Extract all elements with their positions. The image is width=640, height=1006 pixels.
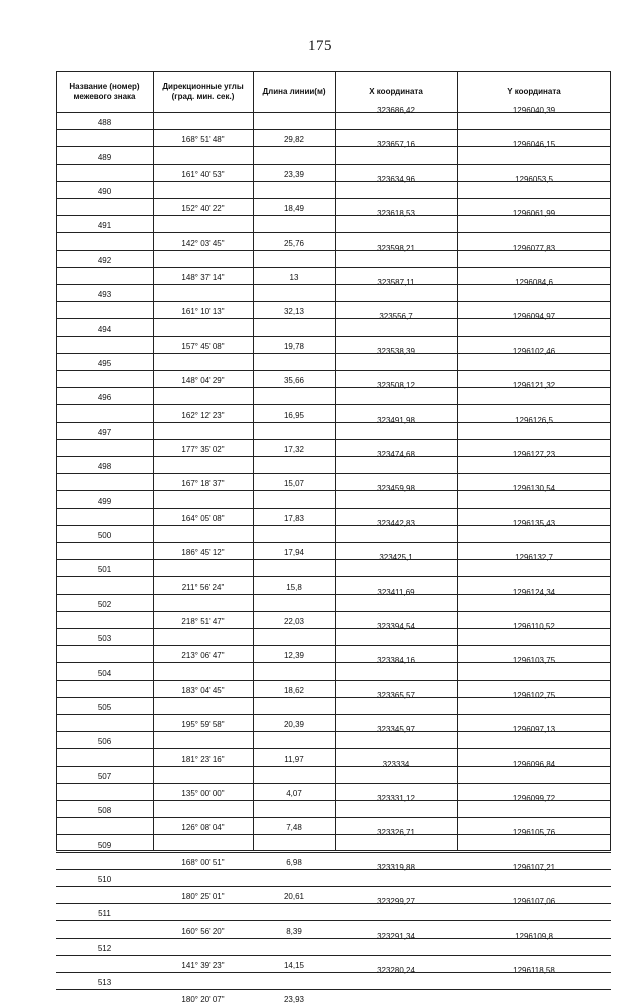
row-divider <box>56 336 611 337</box>
row-divider <box>56 353 611 354</box>
y-coordinate: 1296109,8 <box>515 931 553 941</box>
point-name: 489 <box>97 152 112 162</box>
row-divider <box>56 817 611 818</box>
line-length: 15,07 <box>283 479 305 489</box>
point-name: 513 <box>97 978 112 988</box>
line-length: 22,03 <box>283 616 305 626</box>
point-name: 494 <box>97 324 112 334</box>
line-length: 20,39 <box>283 720 305 730</box>
row-divider <box>56 594 611 595</box>
row-divider <box>56 766 611 767</box>
x-coordinate: 323618,53 <box>377 209 415 219</box>
direction-angle: 177° 35' 02" <box>181 444 225 454</box>
x-coordinate: 323686,42 <box>377 106 415 115</box>
point-name: 503 <box>97 634 112 644</box>
row-divider <box>56 714 611 715</box>
row-divider <box>56 972 611 973</box>
direction-angle: 126° 08' 04" <box>181 823 225 833</box>
row-divider <box>56 508 611 509</box>
direction-angle: 162° 12' 23" <box>181 410 225 420</box>
y-coordinate: 1296053,5 <box>515 174 553 184</box>
row-divider <box>56 250 611 251</box>
direction-angle: 161° 10' 13" <box>181 307 225 317</box>
point-name: 501 <box>97 565 112 575</box>
line-length: 7,48 <box>286 823 302 833</box>
x-coordinate: 323657,16 <box>377 140 415 150</box>
row-divider <box>56 422 611 423</box>
row-divider <box>56 181 611 182</box>
direction-angle: 160° 56' 20" <box>181 926 225 936</box>
y-coordinate: 1296124,34 <box>512 587 556 597</box>
line-length: 32,13 <box>283 307 305 317</box>
x-coordinate: 323598,21 <box>377 243 415 253</box>
x-coordinate: 323394,54 <box>377 622 415 631</box>
row-divider <box>56 938 611 939</box>
point-name: 491 <box>97 221 112 231</box>
line-length: 17,83 <box>283 513 305 523</box>
point-name: 490 <box>97 186 112 196</box>
direction-angle: 213° 06' 47" <box>181 651 225 661</box>
row-divider <box>56 869 611 870</box>
direction-angle: 168° 51' 48" <box>181 135 225 145</box>
table-row-segment <box>56 989 611 1006</box>
row-divider <box>56 697 611 698</box>
row-divider <box>56 525 611 526</box>
row-divider <box>56 903 611 904</box>
x-coordinate: 323556,7 <box>379 312 413 322</box>
point-name: 507 <box>97 771 112 781</box>
row-divider <box>56 301 611 302</box>
point-name: 505 <box>97 702 112 712</box>
row-divider <box>56 645 611 646</box>
x-coordinate: 323319,88 <box>377 862 415 872</box>
y-coordinate: 1296099,72 <box>512 794 556 803</box>
row-divider <box>56 198 611 199</box>
line-length: 25,76 <box>283 238 305 248</box>
direction-angle: 167° 18' 37" <box>181 479 225 489</box>
x-coordinate: 323334 <box>382 759 410 769</box>
row-divider <box>56 267 611 268</box>
header-x-coordinate: X координата <box>369 86 423 96</box>
row-divider <box>56 800 611 801</box>
row-divider <box>56 439 611 440</box>
coordinates-table <box>56 71 611 1005</box>
header-line-length: Длина линии(м) <box>262 86 326 96</box>
row-divider <box>56 662 611 663</box>
row-divider <box>56 542 611 543</box>
y-coordinate: 1296096,84 <box>512 759 556 769</box>
line-length: 14,15 <box>283 960 305 970</box>
y-coordinate: 1296094,97 <box>512 312 556 322</box>
x-coordinate: 323299,27 <box>377 897 415 907</box>
x-coordinate: 323326,71 <box>377 828 415 838</box>
x-coordinate: 323331,12 <box>377 794 415 803</box>
y-coordinate: 1296107,21 <box>512 862 556 872</box>
table-row-point <box>56 450 611 473</box>
direction-angle: 168° 00' 51" <box>181 857 225 867</box>
y-coordinate: 1296105,76 <box>512 828 556 838</box>
row-divider <box>56 370 611 371</box>
direction-angle: 141° 39' 23" <box>181 960 225 970</box>
direction-angle: 142° 03' 45" <box>181 238 225 248</box>
point-name: 512 <box>97 943 112 953</box>
direction-angle: 181° 23' 16" <box>181 754 225 764</box>
point-name: 499 <box>97 496 112 506</box>
x-coordinate: 323280,24 <box>377 966 415 975</box>
direction-angle: 148° 37' 14" <box>181 272 225 282</box>
header-direction-angle: Дирекционные углы (град. мин. сек.) <box>162 81 244 101</box>
point-name: 495 <box>97 358 112 368</box>
x-coordinate: 323634,96 <box>377 174 415 184</box>
y-coordinate: 1296107,06 <box>512 897 556 907</box>
row-divider <box>56 731 611 732</box>
row-divider <box>56 920 611 921</box>
row-divider <box>56 490 611 491</box>
row-divider <box>56 886 611 887</box>
row-divider <box>56 215 611 216</box>
direction-angle: 218° 51' 47" <box>181 616 225 626</box>
row-divider <box>56 628 611 629</box>
y-coordinate: 1296040,39 <box>512 106 556 115</box>
row-divider <box>56 748 611 749</box>
x-coordinate: 323384,16 <box>377 656 415 666</box>
direction-angle: 195° 59' 58" <box>181 720 225 730</box>
direction-angle: 148° 04' 29" <box>181 376 225 386</box>
point-name: 493 <box>97 290 112 300</box>
line-length: 11,97 <box>284 754 304 764</box>
line-length: 13 <box>289 272 299 282</box>
direction-angle: 135° 00' 00" <box>181 788 225 798</box>
direction-angle: 211° 56' 24" <box>181 582 225 592</box>
table-row-point <box>56 966 611 989</box>
line-length: 18,49 <box>283 204 305 214</box>
x-coordinate: 323425,1 <box>379 553 413 563</box>
point-name: 497 <box>97 427 112 437</box>
point-name: 500 <box>97 530 112 540</box>
y-coordinate: 1296084,6 <box>515 278 553 287</box>
header-point-name: Название (номер) межевого знака <box>69 81 140 101</box>
x-coordinate: 323411,69 <box>377 587 415 597</box>
y-coordinate: 1296130,54 <box>512 484 556 494</box>
point-name: 498 <box>97 462 112 472</box>
direction-angle: 180° 20' 07" <box>181 995 225 1005</box>
x-coordinate: 323474,68 <box>377 450 415 459</box>
row-divider <box>56 129 611 130</box>
point-name: 504 <box>97 668 112 678</box>
y-coordinate: 1296097,13 <box>512 725 556 735</box>
row-divider <box>56 146 611 147</box>
row-divider <box>56 989 611 990</box>
y-coordinate: 1296110,52 <box>513 622 555 631</box>
line-length: 8,39 <box>286 926 302 936</box>
y-coordinate: 1296127,23 <box>512 450 556 459</box>
row-divider <box>56 834 611 835</box>
row-divider <box>56 576 611 577</box>
line-length: 17,32 <box>283 444 305 454</box>
direction-angle: 180° 25' 01" <box>181 892 225 902</box>
row-divider <box>56 232 611 233</box>
direction-angle: 152° 40' 22" <box>181 204 225 214</box>
row-divider <box>56 164 611 165</box>
y-coordinate: 1296102,75 <box>512 690 556 700</box>
point-name: 492 <box>97 255 112 265</box>
point-name: 511 <box>98 909 111 919</box>
direction-angle: 164° 05' 08" <box>181 513 225 523</box>
row-divider <box>56 783 611 784</box>
y-coordinate: 1296121,32 <box>512 381 556 391</box>
point-name: 508 <box>97 806 112 816</box>
y-coordinate: 1296046,15 <box>512 140 556 150</box>
line-length: 15,8 <box>286 582 302 592</box>
point-name: 506 <box>97 737 112 747</box>
row-divider <box>56 611 611 612</box>
header-y-coordinate: Y координата <box>507 86 561 96</box>
y-coordinate: 1296132,7 <box>515 553 553 563</box>
point-name: 509 <box>97 840 112 850</box>
y-coordinate: 1296077,83 <box>512 243 556 253</box>
point-name: 496 <box>97 393 112 403</box>
row-divider <box>56 456 611 457</box>
direction-angle: 183° 04' 45" <box>181 685 225 695</box>
y-coordinate: 1296061,99 <box>512 209 556 219</box>
table-row-point <box>56 794 611 817</box>
row-divider <box>56 680 611 681</box>
row-divider <box>56 955 611 956</box>
row-divider <box>56 404 611 405</box>
y-coordinate: 1296102,46 <box>512 346 556 356</box>
line-length: 29,82 <box>283 135 305 145</box>
y-coordinate: 1296135,43 <box>512 518 556 528</box>
line-length: 16,95 <box>283 410 305 420</box>
line-length: 18,62 <box>283 685 305 695</box>
line-length: 4,07 <box>286 788 302 798</box>
line-length: 23,93 <box>283 995 305 1005</box>
table-row-point <box>56 106 611 129</box>
y-coordinate: 1296118,58 <box>513 966 555 975</box>
point-name: 502 <box>97 599 112 609</box>
row-divider <box>56 852 611 853</box>
line-length: 6,98 <box>286 857 302 867</box>
row-divider <box>56 318 611 319</box>
line-length: 19,78 <box>283 341 305 351</box>
x-coordinate: 323538,39 <box>377 346 415 356</box>
x-coordinate: 323345,97 <box>377 725 415 735</box>
row-divider <box>56 559 611 560</box>
x-coordinate: 323291,34 <box>377 931 415 941</box>
line-length: 20,61 <box>283 892 305 902</box>
direction-angle: 186° 45' 12" <box>181 548 225 558</box>
point-name: 510 <box>97 874 112 884</box>
y-coordinate: 1296126,5 <box>515 415 553 425</box>
row-divider <box>56 387 611 388</box>
x-coordinate: 323491,98 <box>377 415 415 425</box>
x-coordinate: 323459,98 <box>377 484 415 494</box>
page-number: 175 <box>308 38 332 54</box>
line-length: 23,39 <box>283 169 305 179</box>
x-coordinate: 323587,11 <box>377 278 415 287</box>
y-coordinate: 1296103,75 <box>512 656 556 666</box>
line-length: 12,39 <box>283 651 305 661</box>
table-row-point <box>56 622 611 645</box>
direction-angle: 161° 40' 53" <box>181 169 225 179</box>
table-row-point <box>56 278 611 301</box>
x-coordinate: 323442,83 <box>377 518 415 528</box>
row-divider <box>56 473 611 474</box>
point-name: 488 <box>97 118 112 128</box>
line-length: 35,66 <box>283 376 305 386</box>
x-coordinate: 323508,12 <box>377 381 415 391</box>
row-divider <box>56 284 611 285</box>
x-coordinate: 323365,57 <box>377 690 415 700</box>
direction-angle: 157° 45' 08" <box>181 341 225 351</box>
line-length: 17,94 <box>283 548 305 558</box>
